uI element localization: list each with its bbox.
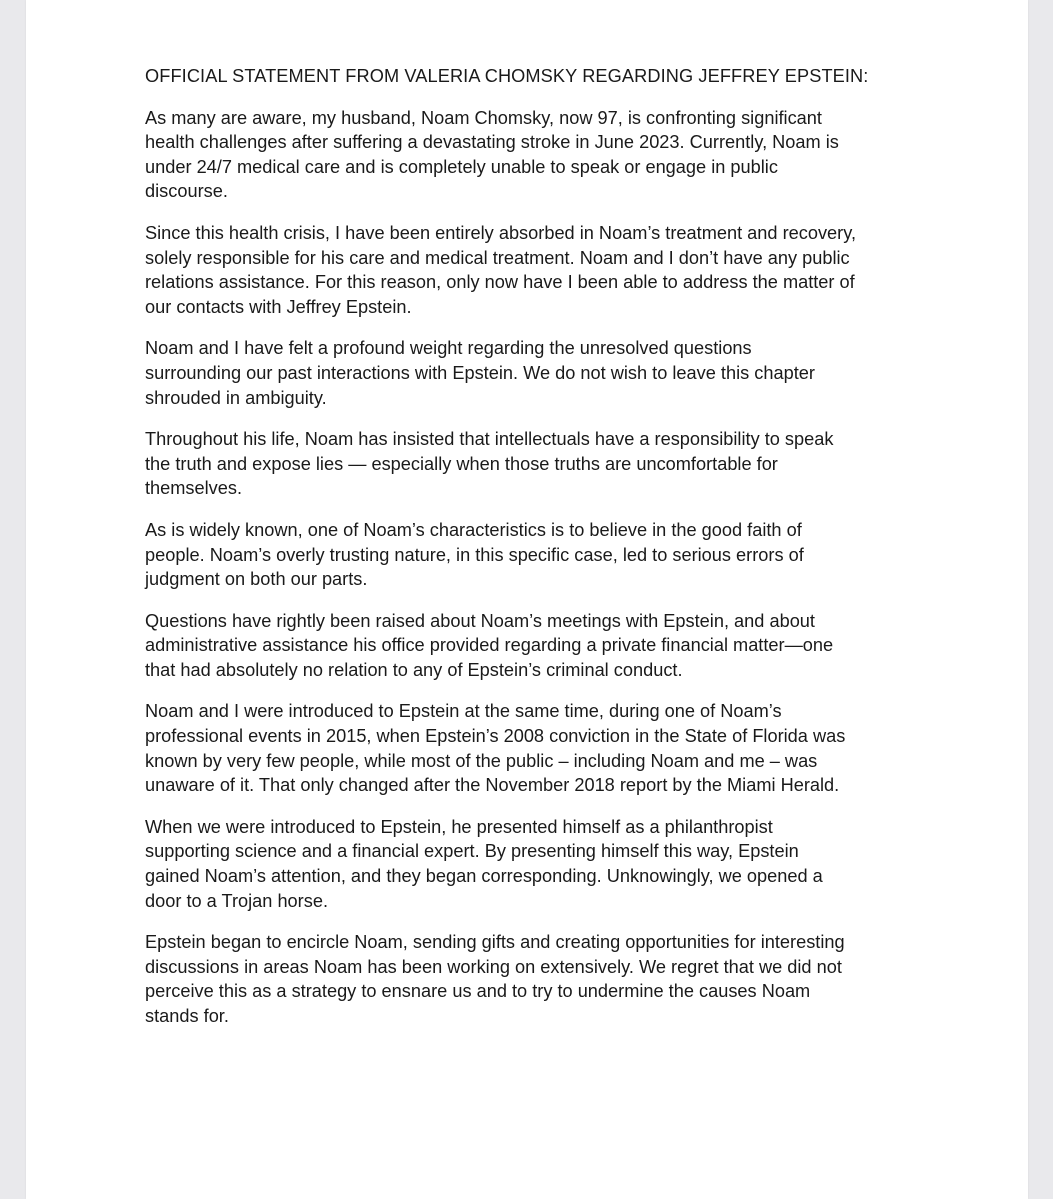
paragraph-questions: Noam and I have felt a profound weight regarding the unresolved questions surrounding our past interactions with Epstein. We do not wish to leave this chapter shrouded in ambiguity. <box>145 338 815 408</box>
paragraph-health: As many are aware, my husband, Noam Chomsky, now 97, is confronting significant health challenges after suffering a devastating stroke in June 2023. Currently, Noam is under 24/7 medical care and is completely unable to speak or engage in public discourse. <box>145 107 839 202</box>
paragraph-encircle: Epstein began to encircle Noam, sending gifts and creating opportunities for interesting discussions in areas Noam has been working on extensively. We regret that we did not perceive this as a strategy to ensnare us and to try to undermine the causes Noam stands for. <box>145 932 845 1026</box>
document-page <box>26 0 1028 1199</box>
statement-body <box>145 64 925 1046</box>
paragraph-introduction: Noam and I were introduced to Epstein at the same time, during one of Noam’s professional events in 2015, when Epstein’s 2008 conviction in the State of Florida was known by very few people, while most of the public – including Noam and me – was unaware of it. That only changed after the November 2018 report by the Miami Herald. <box>145 701 846 796</box>
paragraph-trust: As is widely known, one of Noam’s characteristics is to believe in the good faith of people. Noam’s overly trusting nature, in this specific case, led to serious errors of judgment on both our parts. <box>145 519 804 590</box>
paragraph-philanthropist: When we were introduced to Epstein, he presented himself as a philanthropist supporting science and a financial expert. By presenting himself this way, Epstein gained Noam’s attention, and they began corresponding. Unknowingly, we opened a door to a Trojan horse. <box>145 816 823 911</box>
paragraph-care: Since this health crisis, I have been entirely absorbed in Noam’s treatment and recovery, solely responsible for his care and medical treatment. Noam and I don’t have any public relations assistance. For this reason, only now have I been able to address the matter of our contacts with Jeffrey Epstein. <box>145 222 857 317</box>
paragraph-meetings: Questions have rightly been raised about Noam’s meetings with Epstein, and about administrative assistance his office provided regarding a private financial matter—one that had absolutely no relation to any of Epstein’s criminal conduct. <box>145 610 834 680</box>
paragraph-truth: Throughout his life, Noam has insisted that intellectuals have a responsibility to speak the truth and expose lies — especially when those truths are uncomfortable for themselves. <box>145 429 834 499</box>
statement-heading: OFFICIAL STATEMENT FROM VALERIA CHOMSKY REGARDING JEFFREY EPSTEIN: <box>145 66 869 86</box>
